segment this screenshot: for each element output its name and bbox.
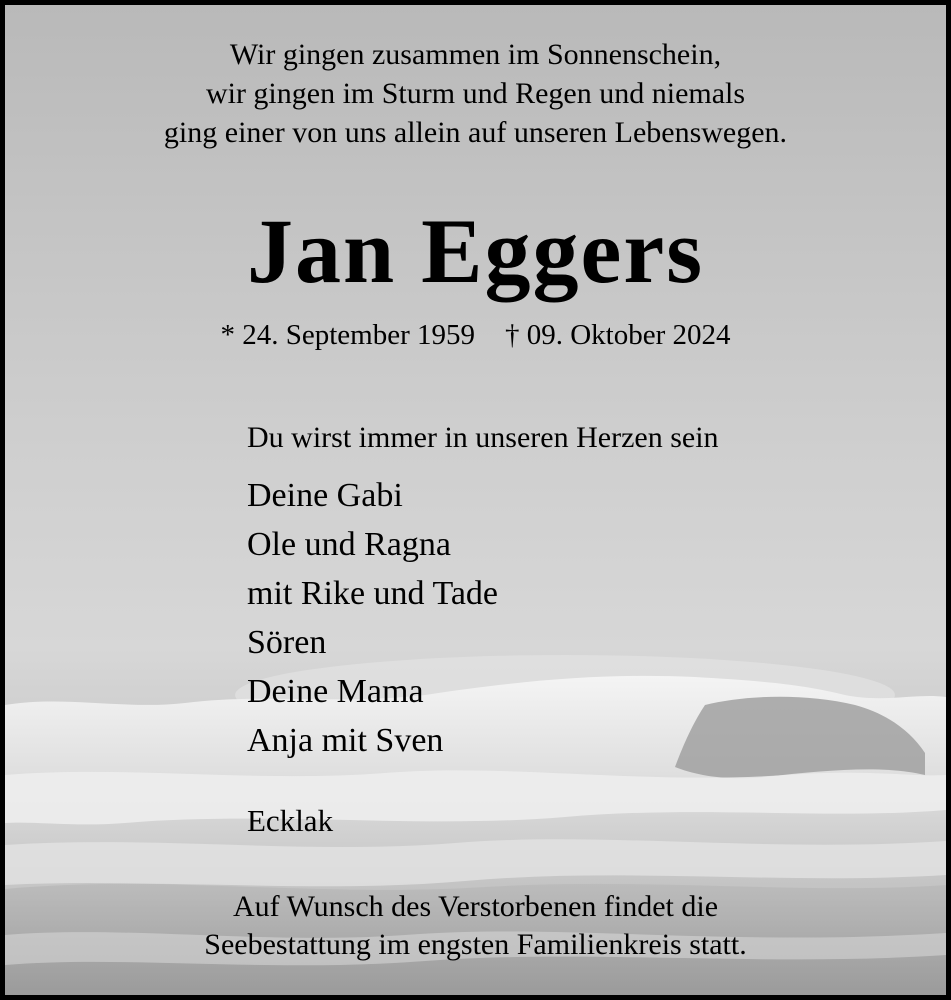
poem — [5, 35, 946, 152]
notice-line: Auf Wunsch des Verstorbenen findet die — [232, 890, 719, 923]
funeral-notice — [5, 888, 946, 964]
signers-list — [247, 471, 498, 765]
signer: Deine Mama — [247, 673, 424, 710]
poem-line: wir gingen im Sturm und Regen und niemals — [205, 77, 746, 110]
poem-line: ging einer von uns allein auf unseren Lebenswegen. — [163, 116, 788, 149]
life-dates — [5, 318, 946, 352]
notice-line: Seebestattung im engsten Familienkreis statt. — [204, 928, 747, 961]
signer: Ole und Ragna — [247, 526, 451, 563]
birth-date: * 24. September 1959 — [220, 319, 475, 351]
signer: mit Rike und Tade — [247, 575, 499, 612]
signer: Deine Gabi — [247, 477, 403, 514]
place: Ecklak — [247, 803, 334, 838]
motto: Du wirst immer in unseren Herzen sein — [247, 421, 719, 454]
signer: Sören — [247, 624, 327, 661]
signer: Anja mit Sven — [247, 722, 444, 759]
death-date: † 09. Oktober 2024 — [504, 319, 731, 351]
poem-line: Wir gingen zusammen im Sonnenschein, — [229, 38, 722, 71]
deceased-name: Jan Eggers — [247, 200, 704, 302]
